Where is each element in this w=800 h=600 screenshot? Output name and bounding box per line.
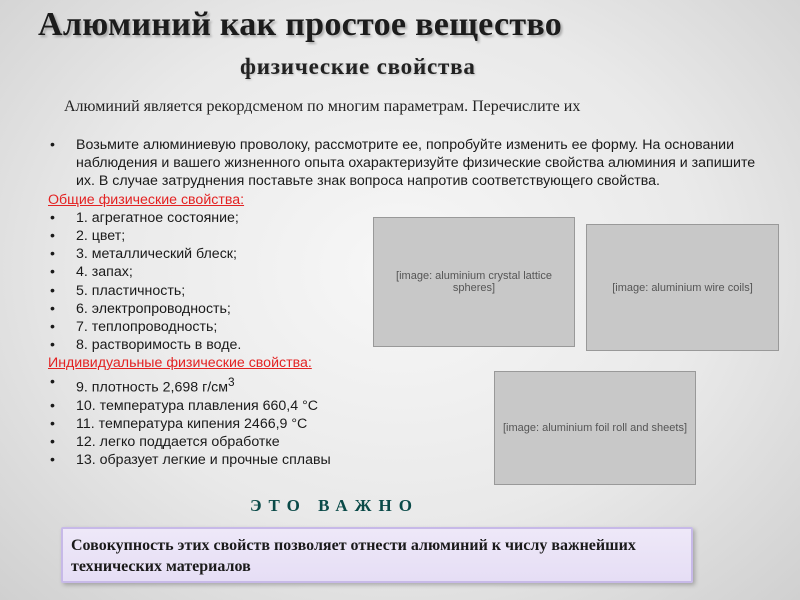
bullet: • <box>50 415 55 432</box>
general-item-6: 6. электропроводность; <box>76 300 231 317</box>
individual-item-10: 10. температура плавления 660,4 °С <box>76 397 318 414</box>
general-item-7: 7. теплопроводность; <box>76 319 218 336</box>
individual-item-11: 11. температура кипения 2466,9 °С <box>76 415 308 432</box>
lead-text: Алюминий является рекордсменом по многим параметрам. Перечислите их <box>64 98 581 115</box>
intro-item <box>44 136 764 191</box>
important-note: ЭТО ВАЖНО <box>250 496 419 515</box>
bullet: • <box>50 137 55 153</box>
intro-text: Возьмите алюминиевую проволоку, рассмотрите ее, попробуйте изменить ее форму. На основании наблюдения и вашего жизненного опыта охарактеризуйте физические свойства алюминия и запишите их. В случае затруднения поставьте знак вопроса напротив соответствующего свойства. <box>76 137 756 190</box>
general-item-4: 4. запах; <box>76 264 133 281</box>
bullet: • <box>50 433 55 450</box>
bullet: • <box>50 300 55 317</box>
general-item-8: 8. растворимость в воде. <box>76 337 242 354</box>
bullet: • <box>50 397 55 414</box>
wire-image: [image: aluminium wire coils] <box>586 224 779 351</box>
general-item-1: 1. агрегатное состояние; <box>76 209 239 226</box>
bullet: • <box>50 282 55 299</box>
individual-item-13: 13. образует легкие и прочные сплавы <box>76 452 331 469</box>
foil-image: [image: aluminium foil roll and sheets] <box>494 371 696 485</box>
density-superscript: 3 <box>228 374 235 389</box>
bullet: • <box>50 373 55 390</box>
slide-title: Алюминий как простое вещество <box>38 6 563 43</box>
bullet: • <box>50 246 55 263</box>
density-text: 9. плотность 2,698 г/см <box>76 379 229 396</box>
conclusion-box: Совокупность этих свойств позволяет отнести алюминий к числу важнейших технических материалов <box>61 527 693 583</box>
bullet: • <box>50 319 55 336</box>
bullet: • <box>50 264 55 281</box>
general-item-2: 2. цвет; <box>76 228 126 245</box>
general-item-5: 5. пластичность; <box>76 282 186 299</box>
bullet: • <box>50 228 55 245</box>
individual-item-12: 12. легко поддается обработке <box>76 433 280 450</box>
bullet: • <box>50 452 55 469</box>
individual-properties-heading: Индивидуальные физические свойства: <box>48 355 312 372</box>
slide-subtitle: физические свойства <box>240 54 476 79</box>
general-properties-heading: Общие физические свойства: <box>48 191 245 208</box>
bullet: • <box>50 209 55 226</box>
general-item-3: 3. металлический блеск; <box>76 246 237 263</box>
bullet: • <box>50 337 55 354</box>
lattice-image: [image: aluminium crystal lattice spheres] <box>373 217 575 347</box>
